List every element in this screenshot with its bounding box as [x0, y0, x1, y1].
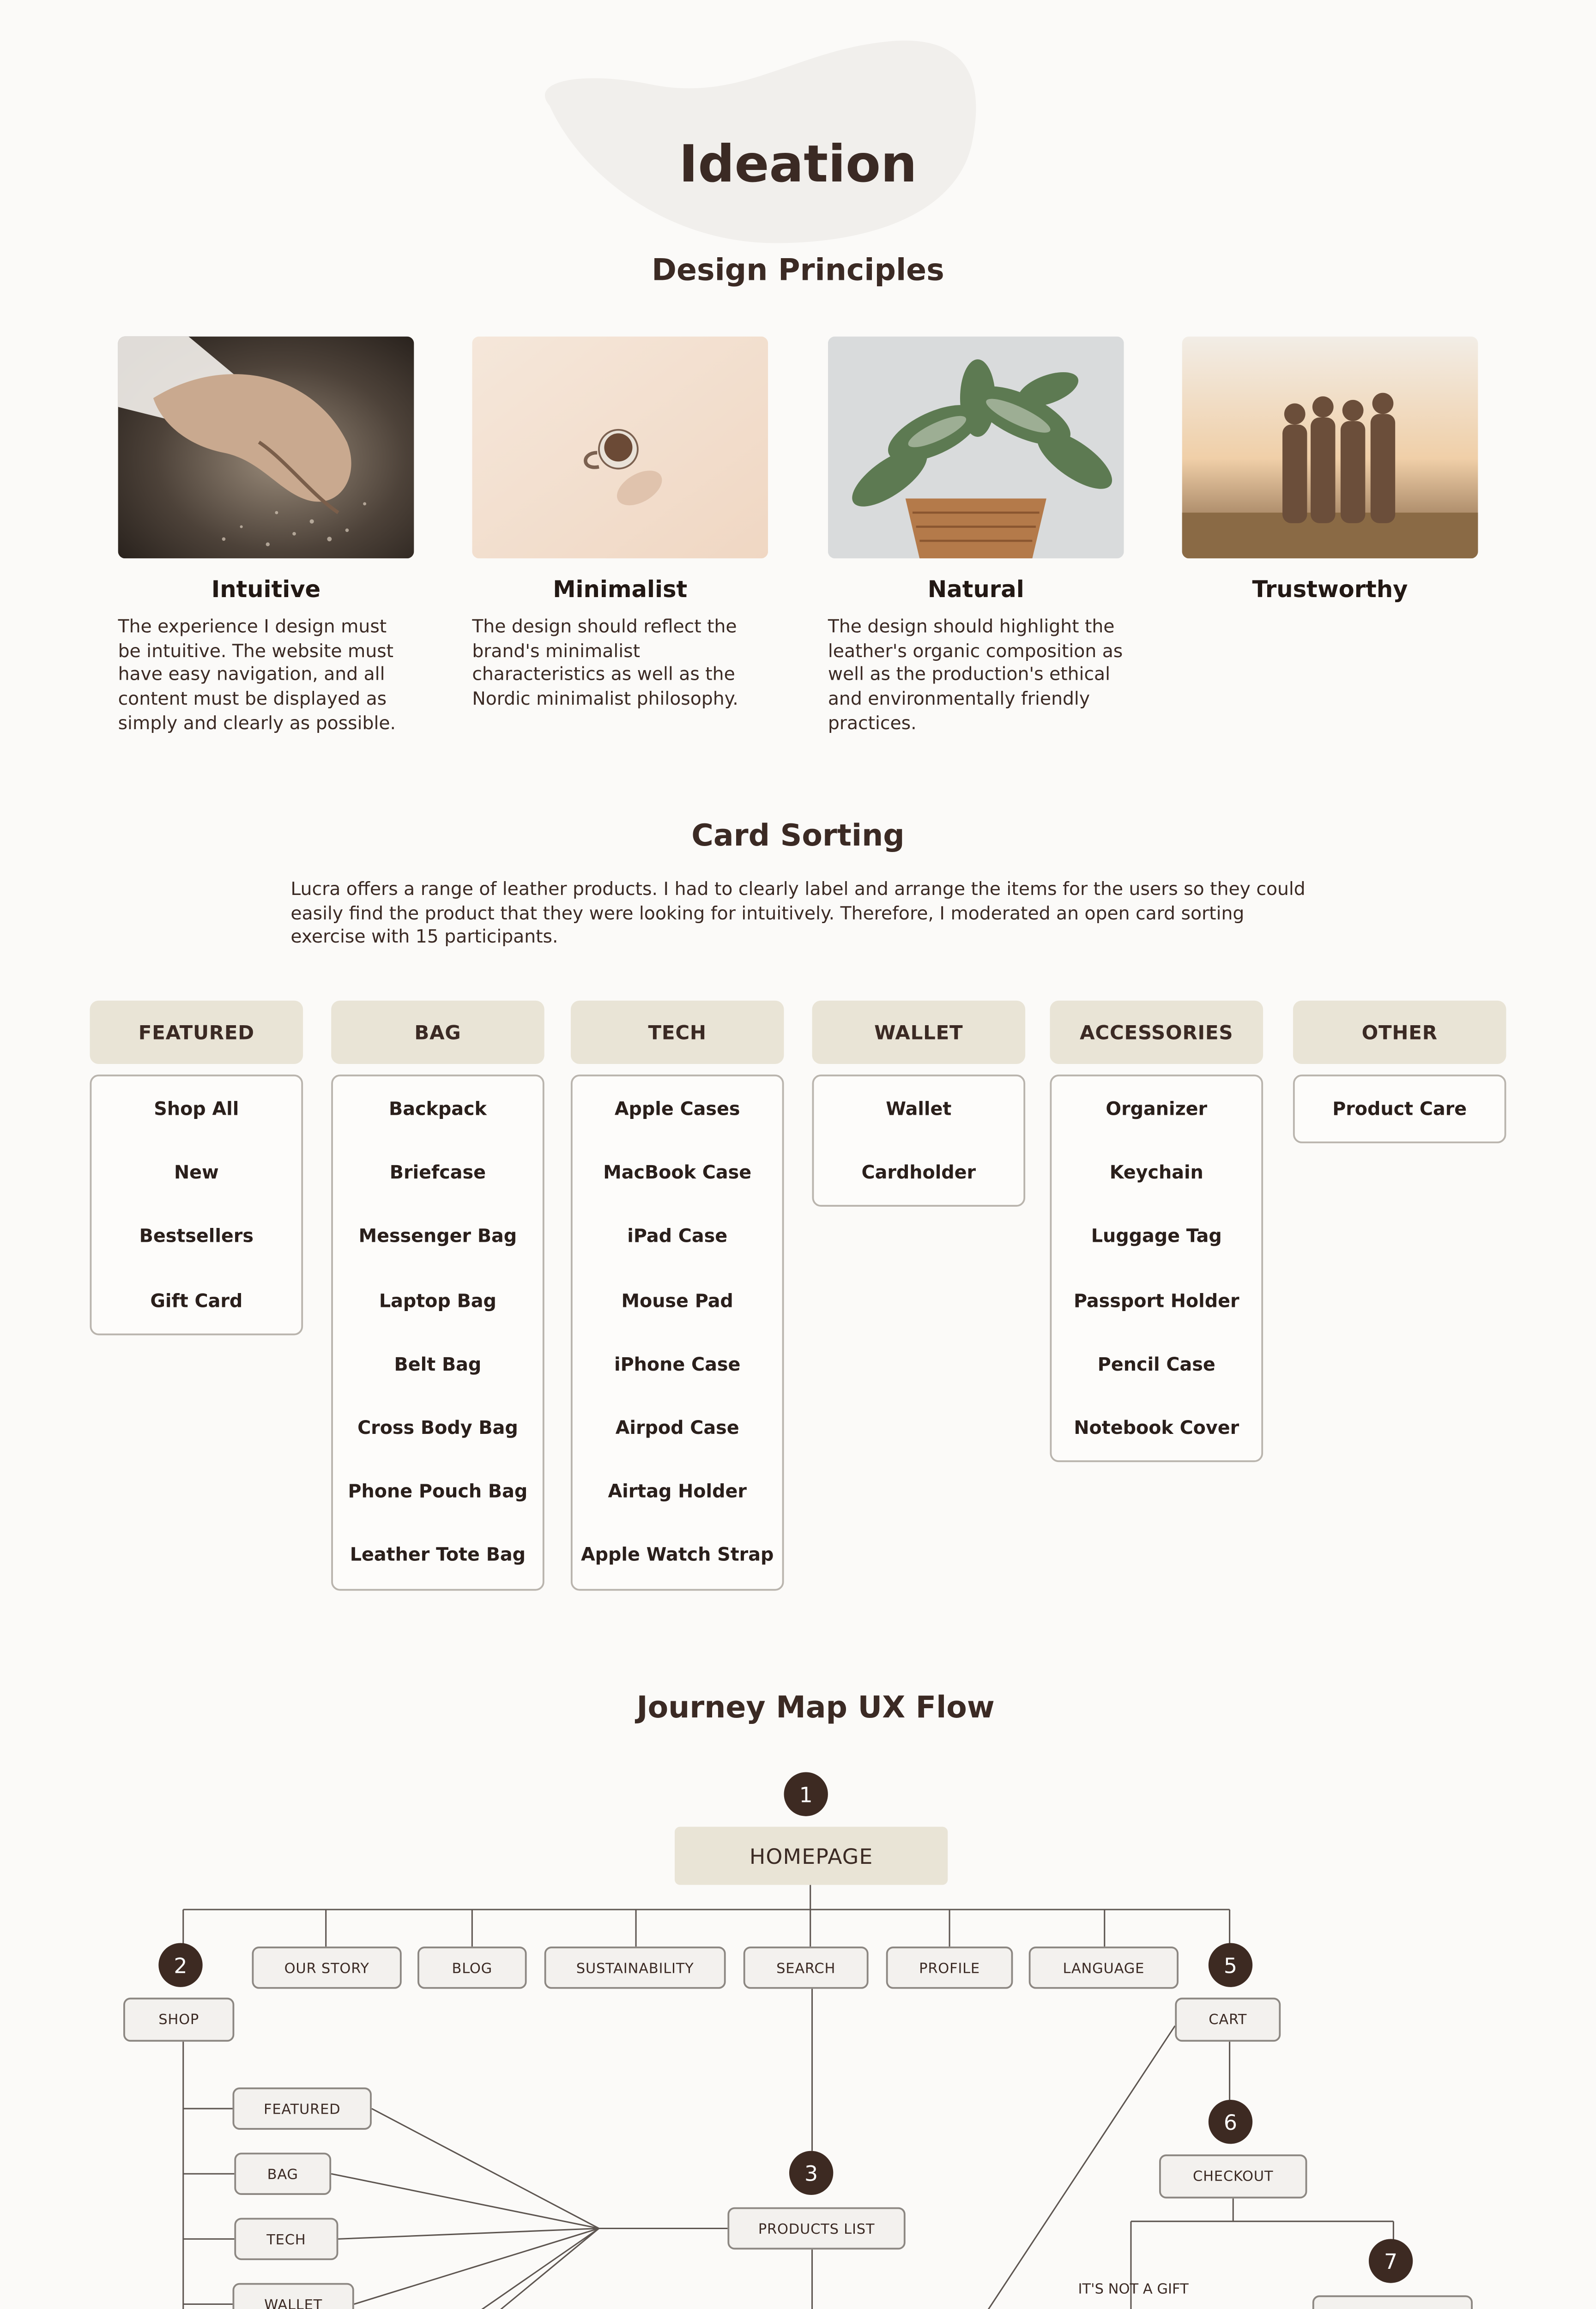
card-group-heading: OTHER [1293, 1001, 1506, 1064]
card-item: Notebook Cover [1074, 1418, 1239, 1439]
search-node: SEARCH [744, 1946, 869, 1989]
card-item: Bestsellers [139, 1227, 254, 1248]
card-item: Luggage Tag [1091, 1227, 1222, 1248]
card-item: Airtag Holder [608, 1481, 747, 1503]
homepage-node: HOMEPAGE [675, 1827, 948, 1885]
card-item: Gift Card [150, 1290, 243, 1312]
card-item: iPad Case [627, 1227, 728, 1248]
card-item: Leather Tote Bag [350, 1545, 526, 1567]
section-title-design-principles: Design Principles [652, 254, 944, 289]
card-item: Passport Holder [1073, 1290, 1239, 1312]
card-item: Cardholder [861, 1163, 976, 1185]
step-badge: 6 [1209, 2100, 1252, 2144]
category-node-bag: BAG [234, 2152, 331, 2195]
card-item: Phone Pouch Bag [348, 1481, 528, 1503]
step-badge: 3 [789, 2151, 833, 2195]
profile-node: PROFILE [886, 1946, 1013, 1989]
principle-description: The experience I design must be intuitive. The website must have easy navigation, and all content must be displayed as simply and clearly as possible. [118, 617, 396, 734]
section-title-card-sorting: Card Sorting [691, 819, 905, 855]
card-item: Pencil Case [1097, 1354, 1215, 1376]
card-item: Backpack [389, 1099, 487, 1121]
card-item: Cross Body Bag [357, 1418, 518, 1439]
gift-option-node [1312, 2295, 1473, 2309]
card-item: Apple Watch Strap [580, 1545, 774, 1567]
section-title-journey-map: Journey Map UX Flow [636, 1691, 995, 1727]
card-group-heading: WALLET [812, 1001, 1026, 1064]
card-item: Shop All [154, 1099, 239, 1121]
card-group-heading: BAG [331, 1001, 544, 1064]
card-item: Organizer [1106, 1099, 1208, 1121]
card-item: Messenger Bag [358, 1227, 517, 1248]
card-item: Product Care [1332, 1099, 1467, 1121]
cart-node: CART [1175, 1998, 1281, 2042]
principle-title: Minimalist [553, 578, 688, 604]
card-item: Belt Bag [394, 1354, 482, 1376]
blog-node: BLOG [417, 1946, 527, 1989]
card-group-heading: TECH [571, 1001, 784, 1064]
language-node: LANGUAGE [1029, 1946, 1179, 1989]
card-item: Keychain [1109, 1163, 1203, 1185]
principle-description: The design should highlight the leather's organic composition as well as the production's ethical and environmentally friendly practices. [828, 617, 1123, 734]
our-story-node: OUR STORY [252, 1946, 401, 1989]
card-sorting-intro: Lucra offers a range of leather products. I had to clearly label and arrange the items for the users so they could easily find the product that they were looking for intuitively. Therefore, I moderated an open card sorting exercise with 15 participants. [290, 879, 1306, 949]
category-node-tech: TECH [234, 2218, 338, 2261]
step-badge: 2 [158, 1943, 202, 1987]
card-item: iPhone Case [614, 1354, 741, 1376]
sustainability-node: SUSTAINABILITY [544, 1946, 726, 1989]
principle-title: Intuitive [211, 578, 321, 604]
card-item: New [174, 1163, 219, 1185]
checkout-node: CHECKOUT [1159, 2154, 1307, 2198]
step-badge: 1 [784, 1772, 828, 1816]
card-item: Airpod Case [615, 1418, 739, 1439]
products-list-node: PRODUCTS LIST [727, 2207, 905, 2250]
card-group-heading: ACCESSORIES [1050, 1001, 1264, 1064]
category-node-featured: FEATURED [233, 2087, 372, 2130]
step-badge: 7 [1369, 2239, 1413, 2283]
card-item: Briefcase [389, 1163, 486, 1185]
principle-description: The design should reflect the brand's minimalist characteristics as well as the Nordic minimalist philosophy. [472, 617, 738, 710]
category-node-wallet: WALLET [233, 2283, 354, 2309]
step-badge: 5 [1209, 1943, 1252, 1987]
shop-node: SHOP [123, 1998, 234, 2042]
card-item: MacBook Case [603, 1163, 752, 1185]
page-title: Ideation [679, 133, 917, 194]
card-item: Apple Cases [614, 1099, 740, 1121]
principle-title: Natural [927, 578, 1024, 604]
principle-title: Trustworthy [1252, 578, 1408, 604]
card-item: Mouse Pad [621, 1290, 733, 1312]
card-group-heading: FEATURED [90, 1001, 303, 1064]
card-item: Wallet [886, 1099, 952, 1121]
card-item: Laptop Bag [379, 1290, 496, 1312]
not-gift-label: IT'S NOT A GIFT [1078, 2281, 1189, 2297]
